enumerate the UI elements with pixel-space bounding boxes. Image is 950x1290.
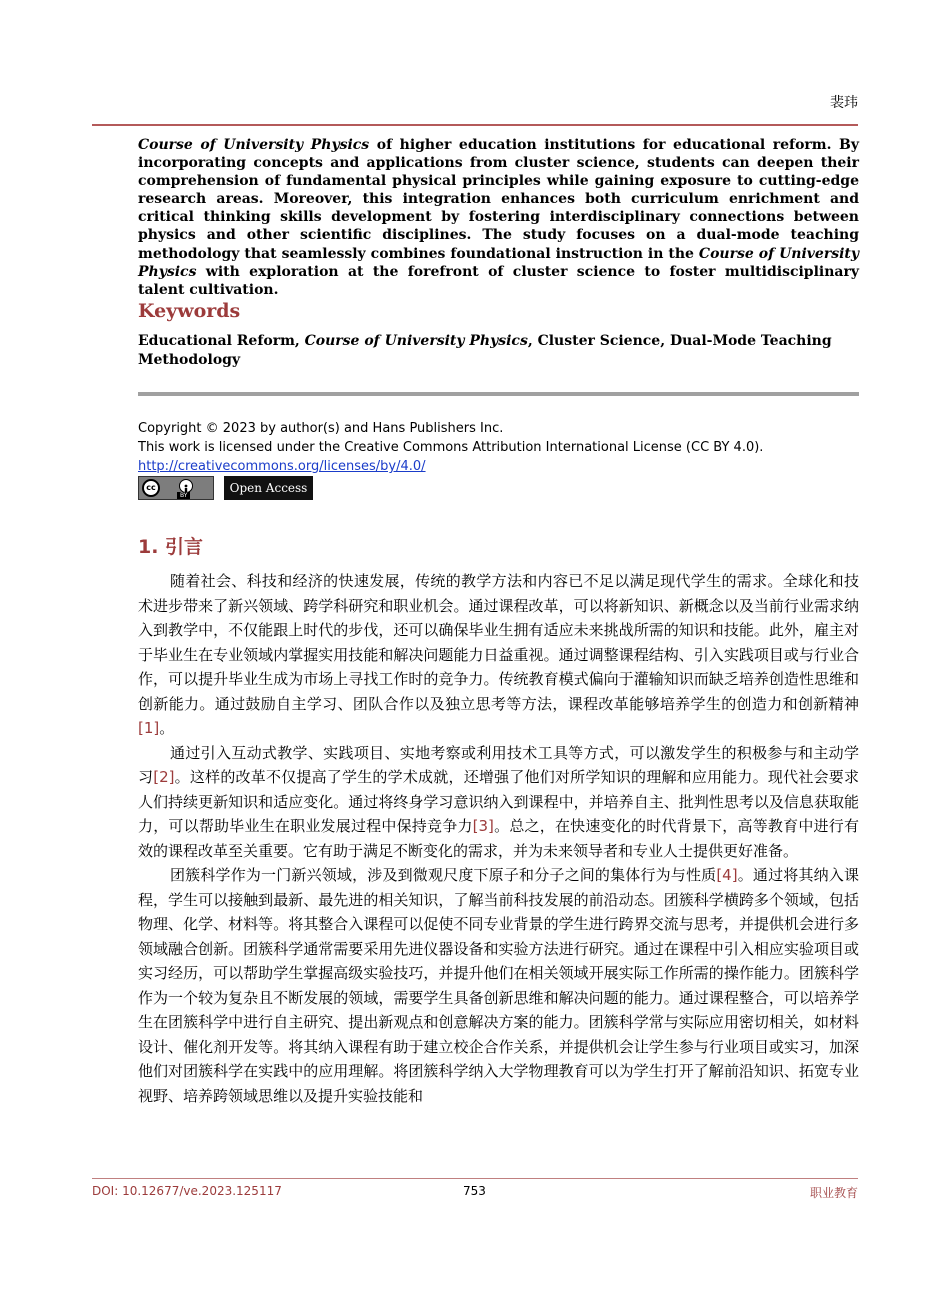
- paragraph-2: [138, 741, 859, 864]
- page-number: 753: [463, 1184, 486, 1198]
- keyword-2: Course of University Physics: [304, 333, 528, 349]
- by-label: BY: [177, 492, 190, 499]
- header-divider: [92, 124, 858, 126]
- keyword-1: Educational Reform,: [138, 333, 305, 349]
- paragraph-1: [138, 569, 859, 741]
- paragraph-3-text-b: 。通过将其纳入课程，学生可以接触到最新、最先进的相关知识，了解当前科技发展的前沿动态。团簇科学横跨多个领域，包括物理、化学、材料等。将其整合入课程可以促使不同专业背景的学生进行跨界交流与思考，并提供机会进行多领域融合创新。团簇科学通常需要采用先进仪器设备和实验方法进行研究。通过在课程中引入相应实验项目或实习经历，可以帮助学生掌握高级实验技巧，并提升他们在相关领域开展实际工作所需的操作能力。团簇科学作为一个较为复杂且不断发展的领域，需要学生具备创新思维和解决问题的能力。通过课程整合，可以培养学生在团簇科学中进行自主研究、提出新观点和创意解决方案的能力。团簇科学常与实际应用密切相关，如材料设计、催化剂开发等。将其纳入课程有助于建立校企合作关系，并提供机会让学生参与行业项目或实习，加深他们对团簇科学在实践中的应用理解。将团簇科学纳入大学物理教育可以为学生打开了解前沿知识、拓宽专业视野、培养跨领域思维以及提升实验技能和: [138, 866, 859, 1105]
- citation-3[interactable]: [3]: [472, 817, 494, 835]
- running-header-author: 裴玮: [830, 95, 858, 111]
- footer-doi: DOI: 10.12677/ve.2023.125117: [92, 1184, 282, 1198]
- abstract-course-title-2: Course of University Physics: [138, 245, 860, 280]
- person-icon: [179, 479, 193, 493]
- paragraph-1-text: 随着社会、科技和经济的快速发展，传统的教学方法和内容已不足以满足现代学生的需求。全球化和技术进步带来了新兴领域、跨学科研究和职业机会。通过课程改革，可以将新知识、新概念以及当前行业需求纳入到教学中，不仅能跟上时代的步伐，还可以确保毕业生拥有适应未来挑战所需的知识和技能。此外，雇主对于毕业生在专业领域内掌握实用技能和解决问题能力日益重视。通过调整课程结构、引入实践项目或与行业合作，可以提升毕业生成为市场上寻找工作时的竞争力。传统教育模式偏向于灌输知识而缺乏培养创造性思维和创新能力。通过鼓励自主学习、团队合作以及独立思考等方法，课程改革能够培养学生的创造力和创新精神: [138, 572, 859, 713]
- keywords-heading: Keywords: [138, 300, 241, 322]
- cc-icon: cc: [142, 479, 160, 497]
- citation-4[interactable]: [4]: [716, 866, 738, 884]
- section-divider: [138, 392, 859, 396]
- cc-by-license-badge[interactable]: [138, 476, 214, 500]
- license-link[interactable]: http://creativecommons.org/licenses/by/4.0/: [138, 459, 426, 474]
- abstract-text: [138, 136, 859, 299]
- paragraph-3-text-a: 团簇科学作为一门新兴领域，涉及到微观尺度下原子和分子之间的集体行为与性质: [170, 866, 717, 884]
- section-heading: 1. 引言: [138, 536, 204, 558]
- body-text: [138, 569, 859, 1108]
- journal-name: 职业教育: [809, 1186, 858, 1200]
- paragraph-1-end: 。: [159, 719, 175, 737]
- paragraph-2-text-a: 通过引入互动式教学、实践项目、实地考察或利用技术工具等方式，可以激发学生的积极参与和主动学习: [138, 743, 859, 786]
- paragraph-3: [138, 863, 859, 1108]
- abstract-course-title-1: Course of University Physics: [138, 137, 370, 153]
- footer-divider: [92, 1178, 858, 1179]
- keyword-3: , Cluster Science, Dual-Mode Teaching Methodology: [138, 333, 832, 368]
- open-access-badge: Open Access: [224, 476, 313, 500]
- keywords-list: [138, 332, 838, 370]
- citation-2[interactable]: [2]: [153, 768, 175, 786]
- paragraph-2-text-b: 。这样的改革不仅提高了学生的学术成就，还增强了他们对所学知识的理解和应用能力。现代社会要求人们持续更新知识和适应变化。通过将终身学习意识纳入到课程中，并培养自主、批判性思考以及信息获取能力，可以帮助毕业生在职业发展过程中保持竞争力: [138, 768, 859, 835]
- abstract-part-1: of higher education institutions for educational reform. By incorporating concepts and applications from cluster science, students can deepen their comprehension of fundamental physical principles while gaining exposure to cutting-edge research areas. Moreover, this integration enhances both curriculum enrichment and critical thinking skills development by fostering interdisciplinary connections between physics and other scientific disciplines. The study focuses on a dual-mode teaching methodology that seamlessly combines foundational instruction in the: [138, 137, 859, 262]
- license-line: This work is licensed under the Creative Commons Attribution International License (CC BY 4.0).: [138, 440, 764, 455]
- paragraph-2-text-c: 。总之，在快速变化的时代背景下，高等教育中进行有效的课程改革至关重要。它有助于满足不断变化的需求，并为未来领导者和专业人士提供更好准备。: [138, 817, 859, 860]
- copyright-block: [138, 419, 763, 476]
- citation-1[interactable]: [1]: [138, 719, 160, 737]
- abstract-part-2: with exploration at the forefront of cluster science to foster multidisciplinary talent cultivation.: [138, 263, 859, 298]
- copyright-line: Copyright © 2023 by author(s) and Hans Publishers Inc.: [138, 421, 504, 436]
